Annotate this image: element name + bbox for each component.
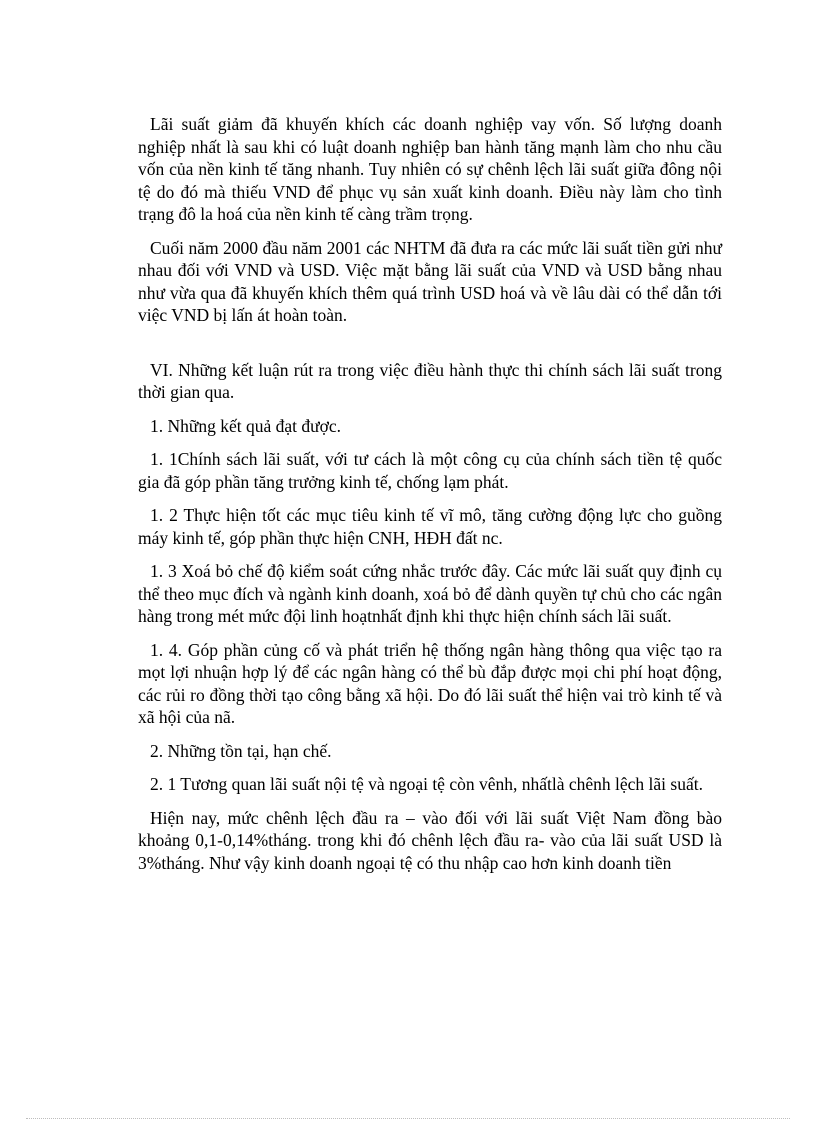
subheading-achievements: 1. Những kết quả đạt được. — [150, 415, 342, 436]
paragraph-lending-rates: Lãi suất giảm đã khuyến khích các doanh nghiệp vay vốn. Số lượng doanh nghiệp nhất là sau khi có luật doanh nghiệp ban hành tăng mạnh làm cho nhu cầu vốn của nền kinh tế tăng nhanh. Tuy nhiên có sự chênh lệch lãi suất giữa đông nội tệ do đó mà thiếu VND để phục vụ sản xuất kinh doanh. Điều này làm cho tình trạng đô la hoá của nền kinh tế càng trầm trọng. — [138, 114, 722, 224]
section-heading-conclusions: VI. Những kết luận rút ra trong việc điều hành thực thi chính sách lãi suất trong thời gian qua. — [138, 359, 722, 402]
page-bottom-divider — [26, 1118, 790, 1119]
paragraph-item-2-1: 2. 1 Tương quan lãi suất nội tệ và ngoại tệ còn vênh, nhấtlà chênh lệch lãi suất. — [150, 774, 703, 794]
paragraph-item-1-3: 1. 3 Xoá bỏ chế độ kiểm soát cứng nhắc trước đây. Các mức lãi suất quy định cụ thể theo mục đích và ngành kinh doanh, xoá bỏ để dành quyền tự chủ cho các ngân hàng trong mét mức đội linh hoạtnhất định khi thực hiện chính sách lãi suất. — [138, 561, 722, 626]
paragraph-item-1-1: 1. 1Chính sách lãi suất, với tư cách là một công cụ của chính sách tiền tệ quốc gia đã góp phần tăng trưởng kinh tế, chống lạm phát. — [138, 449, 722, 492]
subheading-limitations: 2. Những tồn tại, hạn chế. — [150, 740, 332, 761]
paragraph-item-1-4: 1. 4. Góp phần củng cố và phát triển hệ thống ngân hàng thông qua việc tạo ra mọt lợi nhuận hợp lý để các ngân hàng có thể bù đắp được mọi chi phí hoạt động, các rủi ro đồng thời tạo công bằng xã hội. Do đó lãi suất thể hiện vai trò kinh tế và xã hội của nã. — [138, 639, 722, 727]
paragraph-rate-spread: Hiện nay, mức chênh lệch đầu ra – vào đối với lãi suất Việt Nam đồng bào khoảng 0,1-0,14%tháng. trong khi đó chênh lệch đầu ra- vào của lãi suất USD là 3%tháng. Như vậy kinh doanh ngoại tệ có thu nhập cao hơn kinh doanh tiền — [138, 807, 722, 873]
document-body — [138, 113, 722, 885]
paragraph-item-1-2: 1. 2 Thực hiện tốt các mục tiêu kinh tế vĩ mô, tăng cường động lực cho guồng máy kinh tế, góp phần thực hiện CNH, HĐH đất nc. — [138, 505, 722, 548]
paragraph-deposit-rates: Cuối năm 2000 đầu năm 2001 các NHTM đã đưa ra các mức lãi suất tiền gửi như nhau đối với VND và USD. Việc mặt bằng lãi suất của VND và USD bằng nhau như vừa qua đã khuyến khích thêm quá trình USD hoá và về lâu dài có thể dẫn tới việc VND bị lấn át hoàn toàn. — [138, 237, 722, 325]
